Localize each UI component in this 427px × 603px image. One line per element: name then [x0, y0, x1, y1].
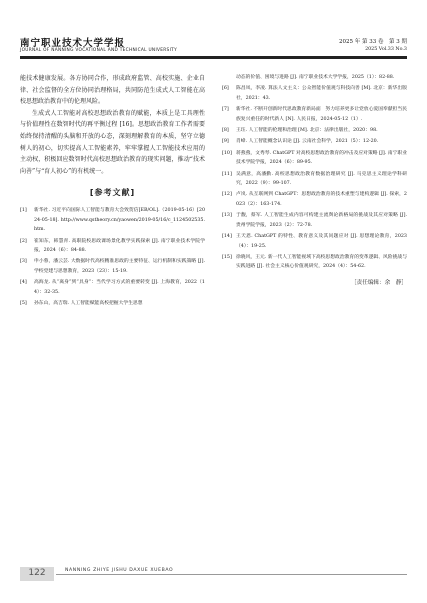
left-column: [20, 73, 205, 310]
page-number-box: [20, 567, 54, 581]
reference-item: [20, 257, 205, 276]
reference-item: [222, 253, 407, 272]
reference-text: 崔知东，韩慧青. 高职院校思政课场景化教学实践探索 [J]. 南宁职业技术学院学报，2024（6）：84-88.: [34, 238, 205, 253]
reference-text: 徐晓风，王元. 新一代人工智能视域下高校思想政治教育的变革逻辑、风险挑战与实践进路 [J]. 社会主义核心价值观研究，2024（4）：54-62.: [236, 254, 407, 270]
reference-text: 陈昌凤，李凌. 算法人文主义：公众智能价值观与科技向善 [M]. 北京：新华出版社，2021：43.: [236, 86, 407, 101]
reference-number: [3]: [20, 259, 27, 265]
reference-text: 高海龙. 从“离身”到“具身”：当代学习方式的重要转变 [J]. 上海教育，2022（14）：32-35.: [34, 280, 205, 295]
reference-number: [14]: [222, 234, 232, 240]
reference-item: [222, 190, 407, 209]
reference-text: 申小蓉，潘云芸. 大数据时代高校精准思政的主要特征、运行机制和实践策略 [J]. 学校党建与思想教育，2023（23）：15-19.: [34, 259, 205, 274]
reference-item: [222, 73, 407, 82]
body-paragraph: 生成式人工智能对高校思想政治教育的赋能，本质上是工具理性与价值理性在数智时代的再平衡过程 [16]。思想政治教育工作者需要始终保持清醒的头脑和开放的心态，深刻理解教育的本质，坚守立德树人的初心，切实提高人工智能素养，牢牢掌握人工智能技术应用的主动权，积极回应数智时代高校思想政治教育的现实问题，推动“技术向善”与“育人初心”的有机统一。: [20, 109, 205, 175]
reference-number: [5]: [20, 301, 27, 306]
page-number: 122: [28, 568, 46, 578]
reference-number: [4]: [20, 280, 27, 286]
reference-number: [2]: [20, 238, 27, 244]
reference-list: [20, 206, 205, 308]
reference-text: 卢岚. 从互联网到 ChatGPT：思想政治教育的技术重塑与建构逻辑 [J]. 探索，2023（2）：163-174.: [236, 192, 407, 207]
journal-title-en: JOURNAL OF NANNING VOCATIONAL AND TECHNICAL UNIVERSITY: [20, 48, 178, 53]
reference-item: [222, 232, 407, 251]
issue-info-en: 2025 Vol.33 No.3: [365, 47, 407, 52]
reference-item: [222, 84, 407, 103]
issue-info-cn: 2025 年 第 33 卷 第 3 期: [339, 39, 407, 45]
reference-number: [10]: [222, 150, 232, 156]
reference-number: [12]: [222, 192, 232, 198]
journal-title-cn: 南宁职业技术大学学报: [20, 38, 126, 49]
reference-number: [15]: [222, 254, 232, 260]
reference-text: 蒋燕燕，文秀琴. ChatGPT 对高校思想政治教育的冲击及应对策略 [J]. 南宁职业技术学院学报，2024（6）：89-95.: [236, 150, 407, 166]
reference-number: [6]: [222, 86, 229, 92]
body-paragraph: 能技术健康发展。各方协同合作，形成政府监管、高校实施、企业自律、社会监督的全方位协同治理格局，共同防范生成式人工智能在高校思想政治教育中的伦理风险。: [20, 75, 205, 106]
reference-number: [8]: [222, 128, 229, 134]
reference-number: [9]: [222, 139, 229, 145]
reference-number: [13]: [222, 213, 232, 219]
reference-number: [11]: [222, 171, 232, 177]
reference-item: [222, 211, 407, 230]
footer-rule: [56, 574, 407, 575]
reference-number: [1]: [20, 208, 27, 214]
reference-text: 于馥，蔡军. 人工智能生成内容可构建主流舆论新格局的挑战及其应对策略 [J]. 贵州学院学报，2023（2）：72-78.: [236, 213, 407, 228]
reference-text: 王珏. 人工智能的伦理和治理 [M]. 北京：法律出版社，2020：98.: [236, 128, 378, 134]
header-rule: [20, 56, 407, 59]
references-heading: [参考文献]: [89, 188, 136, 198]
right-column: [222, 73, 407, 296]
running-title: NANNING ZHIYE JISHU DAXUE XUEBAO: [62, 568, 176, 573]
reference-text: 王天恩. ChatGPT 的特性、教育意义及其问题应对 [J]. 思想理论教育，2023（4）：19-25.: [236, 234, 407, 249]
reference-text: 吴满意，高潘勤. 高校思想政治教育数据治理研究 [J]. 马克思主义理论学科研究，2022（9）：99-107.: [236, 171, 407, 187]
reference-item: [222, 126, 407, 135]
reference-item: [222, 149, 407, 168]
reference-number: [7]: [222, 107, 229, 113]
reference-list-continued: [222, 73, 407, 272]
reference-text: 新华社. 不断开创新时代思政教育新局面 努力培养更多让党放心爱国奉献担当民族复兴重任的时代新人 [N]. 人民日报，2024-05-12（1）.: [236, 107, 407, 122]
reference-item: [222, 105, 407, 124]
reference-text: 肖峰. 人工智能概念认识论 [J]. 云南社会科学，2021（5）：12-20.: [236, 139, 379, 145]
reference-item: [20, 237, 205, 256]
reference-item: [20, 299, 205, 308]
reference-item: [20, 206, 205, 234]
reference-item: [222, 170, 407, 189]
reference-item: [20, 278, 205, 297]
reference-text: 孙东山，高吉瑞. 人工智能赋能高校把握大学生思想: [34, 301, 143, 306]
reference-item: [222, 137, 407, 146]
reference-text: 动态的价值、困境与进路 [J]. 南宁职业技术大学学报，2025（1）：82-88.: [236, 75, 395, 80]
responsible-editor: ［责任编辑：余 静］: [351, 279, 407, 286]
page-footer: [0, 563, 427, 583]
reference-text: 新华社. 习近平向国际人工智能与教育大会致贺信[EB/OL].（2019-05-16）[2024-05-18]. http://www.qstheory.cn/yaowen/2019-05/16/c_1124502535.htm.: [34, 208, 205, 233]
